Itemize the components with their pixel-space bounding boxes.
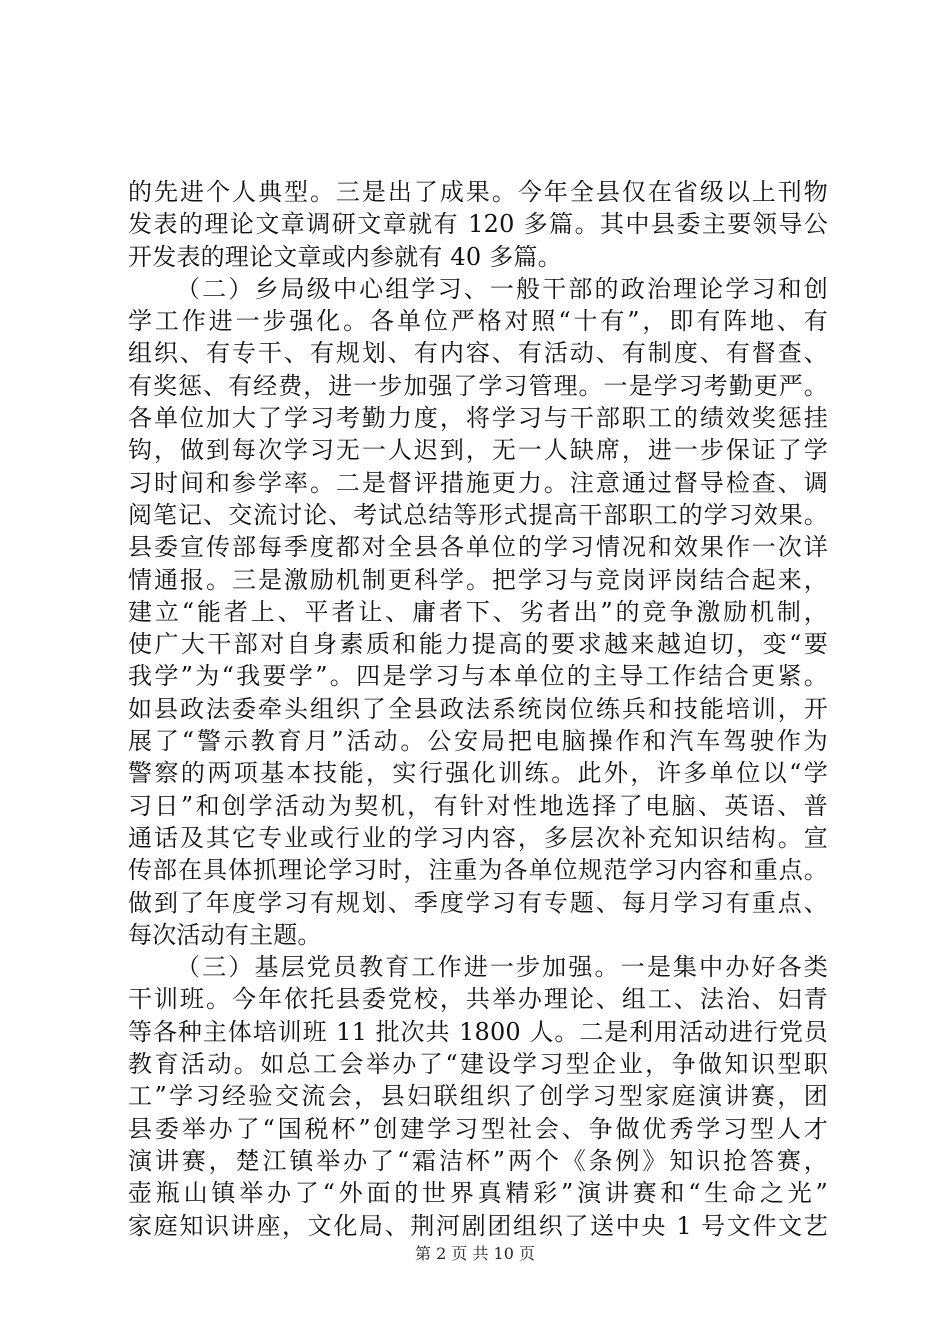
- text-line: 有奖惩、有经费，进一步加强了学习管理。一是学习考勤更严。: [128, 371, 828, 400]
- text-line: 的先进个人典型。三是出了成果。今年全县仅在省级以上刊物: [128, 178, 828, 206]
- text-line: 做到了年度学习有规划、季度学习有专题、每月学习有重点、: [128, 888, 828, 917]
- text-line: 我学”为“我要学”。四是学习与本单位的主导工作结合更紧。: [128, 662, 828, 691]
- text-line: 阅笔记、交流讨论、考试总结等形式提高干部职工的学习效果。: [128, 500, 828, 529]
- text-line: 钩，做到每次学习无一人迟到，无一人缺席，进一步保证了学: [128, 436, 828, 465]
- body-text: [128, 176, 828, 1242]
- page-number-footer: 第 2 页 共 10 页: [415, 1244, 535, 1263]
- text-line: 通话及其它专业或行业的学习内容，多层次补充知识结构。宣: [128, 823, 828, 852]
- text-line: 情通报。三是激励机制更科学。把学习与竞岗评岗结合起来，: [128, 565, 828, 594]
- text-line: 发表的理论文章调研文章就有 120 多篇。其中县委主要领导公: [128, 210, 828, 239]
- paragraph-heading-line: （三）基层党员教育工作进一步加强。一是集中办好各类: [176, 953, 828, 982]
- text-line: 县委宣传部每季度都对全县各单位的学习情况和效果作一次详: [128, 533, 828, 562]
- text-line: 壶瓶山镇举办了“外面的世界真精彩”演讲赛和“生命之光”: [128, 1179, 828, 1208]
- text-line: 学工作进一步强化。各单位严格对照“十有”，即有阵地、有: [128, 307, 828, 336]
- text-line: 县委举办了“国税杯”创建学习型社会、争做优秀学习型人才: [128, 1114, 828, 1143]
- text-line: 使广大干部对自身素质和能力提高的要求越来越迫切，变“要: [128, 630, 828, 659]
- text-line: 建立“能者上、平者让、庸者下、劣者出”的竞争激励机制，: [128, 597, 828, 626]
- text-line: 每次活动有主题。: [128, 920, 322, 949]
- text-line: 干训班。今年依托县委党校，共举办理论、组工、法治、妇青: [128, 985, 828, 1014]
- text-line: 习时间和参学率。二是督评措施更力。注意通过督导检查、调: [128, 468, 828, 497]
- text-line: 传部在具体抓理论学习时，注重为各单位规范学习内容和重点。: [128, 856, 828, 885]
- text-line: 如县政法委牵头组织了全县政法系统岗位练兵和技能培训，开: [128, 694, 828, 723]
- text-line: 教育活动。如总工会举办了“建设学习型企业，争做知识型职: [128, 1050, 828, 1079]
- text-line: 展了“警示教育月”活动。公安局把电脑操作和汽车驾驶作为: [128, 727, 828, 756]
- text-line: 演讲赛，楚江镇举办了“霜洁杯”两个《条例》知识抢答赛，: [128, 1146, 828, 1175]
- text-line: 警察的两项基本技能，实行强化训练。此外，许多单位以“学: [128, 759, 828, 788]
- text-line: 开发表的理论文章或内参就有 40 多篇。: [128, 242, 562, 271]
- text-line: 等各种主体培训班 11 批次共 1800 人。二是利用活动进行党员: [128, 1017, 828, 1046]
- text-line: 组织、有专干、有规划、有内容、有活动、有制度、有督查、: [128, 339, 828, 368]
- text-line: 习日”和创学活动为契机，有针对性地选择了电脑、英语、普: [128, 791, 828, 820]
- text-line: 工”学习经验交流会，县妇联组织了创学习型家庭演讲赛，团: [128, 1082, 828, 1111]
- text-line: 家庭知识讲座，文化局、荆河剧团组织了送中央 1 号文件文艺: [128, 1211, 828, 1240]
- paragraph-heading-line: （二）乡局级中心组学习、一般干部的政治理论学习和创: [176, 274, 828, 303]
- text-line: 各单位加大了学习考勤力度，将学习与干部职工的绩效奖惩挂: [128, 404, 828, 433]
